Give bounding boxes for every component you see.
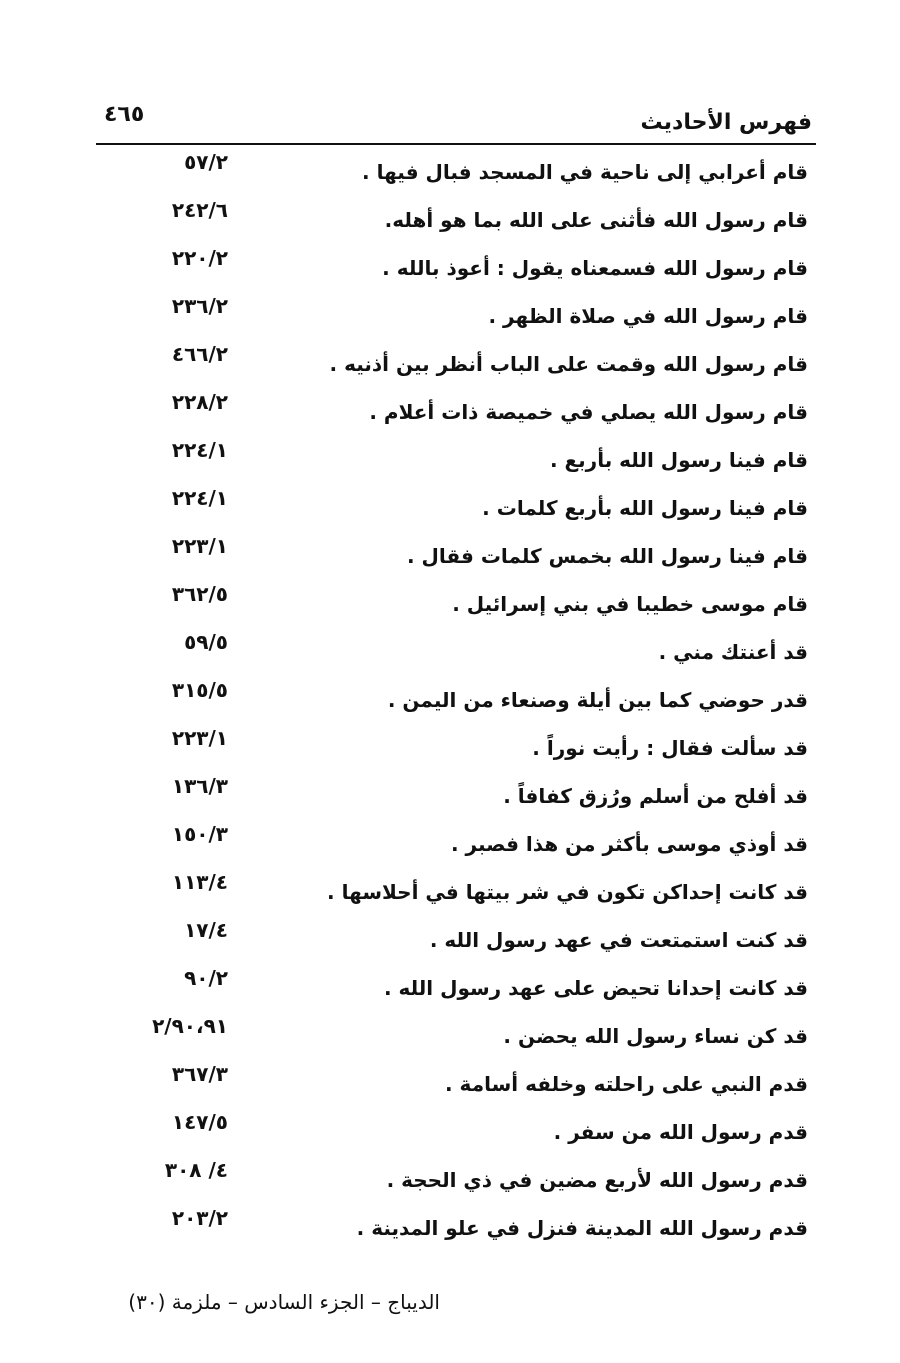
index-entry [96,676,816,724]
entry-reference: ٢٢٤/١ [171,438,228,462]
entry-reference: ١٣٦/٣ [171,774,228,798]
entry-text: قد أعنتك مني . [658,640,808,664]
entry-text: قام فينا رسول الله بخمس كلمات فقال . [406,544,808,568]
index-entry [96,580,816,628]
entry-reference: ٤٦٦/٢ [171,342,228,366]
entry-reference: ١٤٧/٥ [171,1110,228,1134]
index-entry [96,1012,816,1060]
entry-reference: ٣١٥/٥ [171,678,228,702]
entry-reference: ٣٦٧/٣ [171,1062,228,1086]
entry-reference: ٣٦٢/٥ [171,582,228,606]
index-entry [96,484,816,532]
entry-text: قد كانت إحدانا تحيض على عهد رسول الله . [383,976,808,1000]
entry-text: قدم رسول الله من سفر . [553,1120,808,1144]
index-entry [96,1060,816,1108]
entry-text: قد سألت فقال : رأيت نوراً . [532,736,808,760]
entry-text: قام أعرابي إلى ناحية في المسجد فبال فيها . [362,160,808,184]
index-entry [96,772,816,820]
index-entry [96,820,816,868]
index-entry [96,436,816,484]
entry-text: قد كن نساء رسول الله يحضن . [503,1024,808,1048]
index-entry [96,532,816,580]
header-divider [96,143,816,145]
entry-text: قدم النبي على راحلته وخلفه أسامة . [445,1072,808,1096]
index-entry [96,868,816,916]
hadith-index-list [96,148,816,1252]
entry-text: قدم رسول الله لأربع مضين في ذي الحجة . [386,1168,808,1192]
entry-reference: ٢/٩٠،٩١ [152,1014,228,1038]
entry-reference: ٢٠٣/٢ [171,1206,228,1230]
index-entry [96,196,816,244]
entry-reference: ٢٣٦/٢ [171,294,228,318]
entry-text: قدر حوضي كما بين أيلة وصنعاء من اليمن . [387,688,808,712]
entry-text: قام موسى خطيبا في بني إسرائيل . [452,592,808,616]
entry-reference: ١١٣/٤ [171,870,228,894]
entry-text: قام رسول الله فسمعناه يقول : أعوذ بالله . [382,256,808,280]
index-entry [96,964,816,1012]
index-entry [96,244,816,292]
entry-text: قد أفلح من أسلم ورُزق كفافاً . [503,784,808,808]
entry-text: قد كنت استمتعت في عهد رسول الله . [429,928,808,952]
entry-text: قد كانت إحداكن تكون في شر بيتها في أحلاسها . [327,880,808,904]
entry-text: قدم رسول الله المدينة فنزل في علو المدينة . [356,1216,808,1240]
entry-text: قام فينا رسول الله بأربع كلمات . [482,496,808,520]
entry-reference: ٢٢٣/١ [171,534,228,558]
page-header [96,100,816,140]
entry-text: قام رسول الله فأثنى على الله بما هو أهله. [384,208,808,232]
entry-reference: ٢٢٤/١ [171,486,228,510]
index-entry [96,388,816,436]
page-number: ٤٦٥ [104,102,145,127]
index-entry [96,1108,816,1156]
index-entry [96,724,816,772]
entry-reference: ٢٤٢/٦ [171,198,228,222]
running-title: فهرس الأحاديث [640,110,812,135]
entry-reference: ١٧/٤ [184,918,228,942]
entry-text: قام رسول الله يصلي في خميصة ذات أعلام . [369,400,808,424]
index-entry [96,292,816,340]
entry-reference: ٢٢٨/٢ [171,390,228,414]
index-entry [96,916,816,964]
entry-text: قام رسول الله في صلاة الظهر . [488,304,808,328]
index-entry [96,1156,816,1204]
entry-reference: ٢٢٠/٢ [171,246,228,270]
entry-reference: ١٥٠/٣ [171,822,228,846]
page-footer: الديباج – الجزء السادس – ملزمة (٣٠) [128,1290,440,1314]
entry-text: قد أوذي موسى بأكثر من هذا فصبر . [450,832,808,856]
index-entry [96,1204,816,1252]
entry-text: قام رسول الله وقمت على الباب أنظر بين أذنيه . [329,352,808,376]
index-entry [96,148,816,196]
entry-reference: ٢٢٣/١ [171,726,228,750]
entry-text: قام فينا رسول الله بأربع . [549,448,808,472]
entry-reference: ٥٩/٥ [184,630,228,654]
index-entry [96,628,816,676]
entry-reference: ٩٠/٢ [184,966,228,990]
entry-reference: ٤/ ٣٠٨ [164,1158,228,1182]
index-entry [96,340,816,388]
entry-reference: ٥٧/٢ [184,150,228,174]
